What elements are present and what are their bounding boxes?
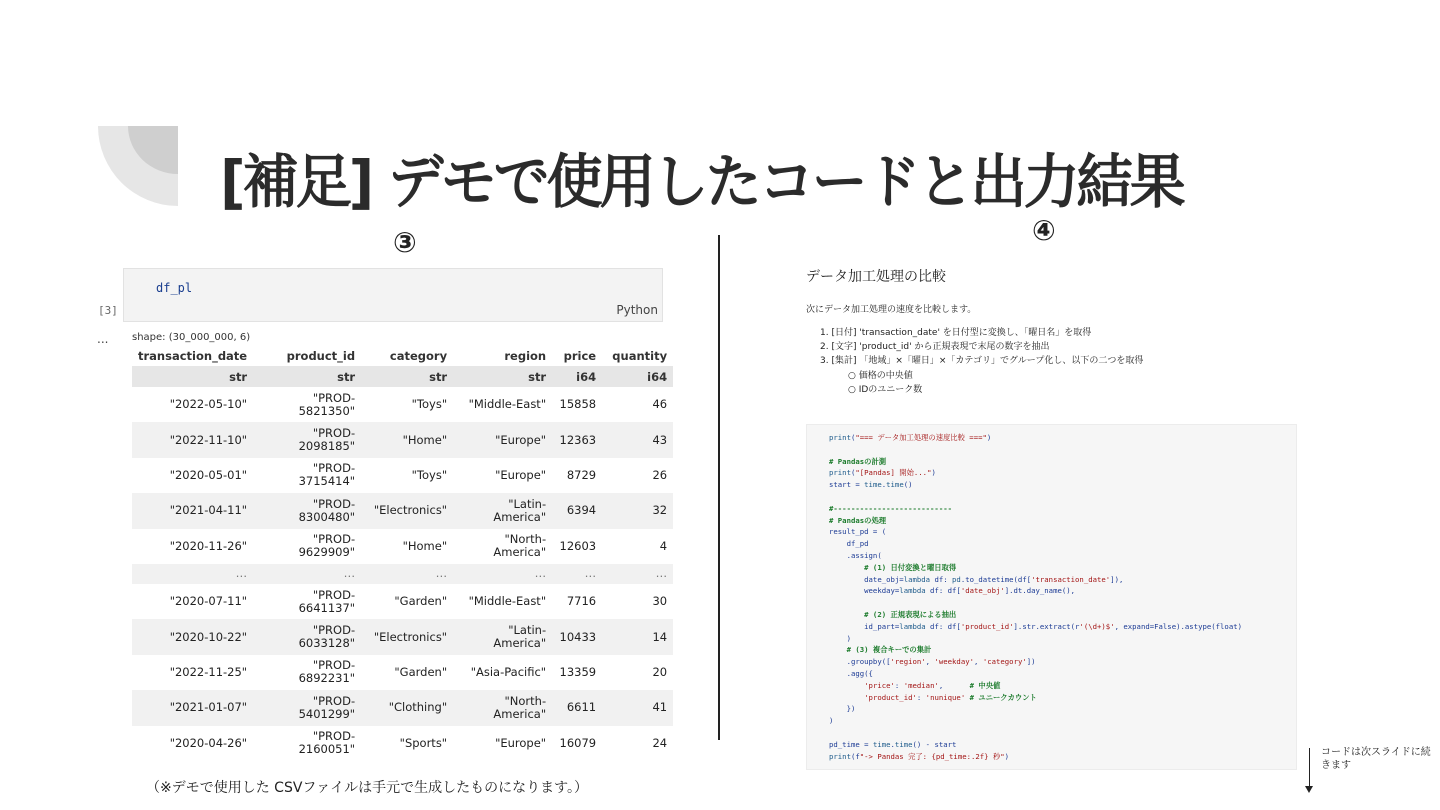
code-line: print(f"-> Pandas 完了: {pd_time:.2f} 秒") xyxy=(829,751,1010,761)
table-cell: … xyxy=(253,564,361,584)
code-line: #--------------------------- xyxy=(829,503,953,513)
table-cell: 16079 xyxy=(552,726,602,761)
table-cell: 4 xyxy=(602,529,673,564)
table-cell: "2022-11-10" xyxy=(132,422,253,457)
column-dtype: str xyxy=(132,366,253,387)
table-cell: "2022-11-25" xyxy=(132,655,253,690)
table-cell: "Europe" xyxy=(453,458,552,493)
code-line: # (3) 複合キーでの集計 xyxy=(829,645,932,655)
vertical-divider xyxy=(718,235,720,740)
table-cell: "Garden" xyxy=(361,584,453,619)
table-cell: 8729 xyxy=(552,458,602,493)
table-cell: "2021-01-07" xyxy=(132,690,253,725)
continuation-note-text: コードは次スライドに続きます xyxy=(1321,747,1431,771)
table-cell: "Electronics" xyxy=(361,619,453,654)
column-dtype: str xyxy=(361,366,453,387)
table-cell: … xyxy=(361,564,453,584)
code-line: .groupby(['region', 'weekday', 'category']) xyxy=(829,657,1036,667)
code-line: # Pandasの処理 xyxy=(829,515,887,525)
table-cell: 24 xyxy=(602,726,673,761)
table-cell: "Electronics" xyxy=(361,493,453,528)
code-line xyxy=(829,491,1296,503)
table-cell: "PROD- 3715414" xyxy=(253,458,361,493)
table-cell: 6394 xyxy=(552,493,602,528)
table-cell: 30 xyxy=(602,584,673,619)
cell-language-label[interactable]: Python xyxy=(616,303,658,317)
table-cell: 6611 xyxy=(552,690,602,725)
list-item: ○ 価格の中央値 xyxy=(848,371,913,381)
column-dtype: i64 xyxy=(552,366,602,387)
table-cell: "PROD- 6641137" xyxy=(253,584,361,619)
table-cell: "Europe" xyxy=(453,726,552,761)
table-cell: "Europe" xyxy=(453,422,552,457)
column-dtype: str xyxy=(453,366,552,387)
code-line: ) xyxy=(829,716,834,726)
table-row xyxy=(132,387,673,422)
column-header: category xyxy=(389,348,448,363)
table-cell: "PROD- 5401299" xyxy=(253,690,361,725)
code-line xyxy=(829,444,1296,456)
code-line: id_part=lambda df: df['product_id'].str.extract(r'(\d+)$', expand=False).astype(float) xyxy=(829,621,1242,631)
dataframe-table xyxy=(132,345,673,761)
code-line: result_pd = ( xyxy=(829,527,887,537)
column-dtype: str xyxy=(253,366,361,387)
cell-code-text: df_pl xyxy=(156,281,193,295)
arrow-down-icon xyxy=(1309,748,1310,788)
dataframe-shape: shape: (30_000_000, 6) xyxy=(132,332,251,343)
code-line: # (1) 日付変換と曜日取得 xyxy=(829,562,957,572)
table-cell: "Middle-East" xyxy=(453,387,552,422)
code-line: pd_time = time.time() - start xyxy=(829,739,957,749)
table-cell: 32 xyxy=(602,493,673,528)
table-row xyxy=(132,529,673,564)
table-cell: "PROD- 2098185" xyxy=(253,422,361,457)
code-line: .agg({ xyxy=(829,668,873,678)
table-cell: 15858 xyxy=(552,387,602,422)
table-cell: "Middle-East" xyxy=(453,584,552,619)
column-dtype: i64 xyxy=(602,366,673,387)
table-row xyxy=(132,458,673,493)
table-row xyxy=(132,690,673,725)
table-cell: 20 xyxy=(602,655,673,690)
table-cell: "2020-04-26" xyxy=(132,726,253,761)
table-cell: … xyxy=(602,564,673,584)
table-cell: 13359 xyxy=(552,655,602,690)
column-header: product_id xyxy=(286,348,356,363)
code-line: ) xyxy=(829,633,851,643)
code-line: }) xyxy=(829,704,856,714)
marker-4: ④ xyxy=(1032,214,1056,247)
table-cell: "Latin- America" xyxy=(453,493,552,528)
table-cell: 7716 xyxy=(552,584,602,619)
marker-3: ③ xyxy=(393,226,417,259)
code-line: 'price': 'median', # 中央値 xyxy=(864,680,1001,690)
table-cell: 10433 xyxy=(552,619,602,654)
table-cell: "North- America" xyxy=(453,529,552,564)
table-cell: "PROD- 8300480" xyxy=(253,493,361,528)
table-cell: … xyxy=(453,564,552,584)
table-cell: "PROD- 6892231" xyxy=(253,655,361,690)
column-header: price xyxy=(563,348,597,363)
cell-execution-count: [3] xyxy=(98,304,118,317)
table-cell: "Home" xyxy=(361,422,453,457)
section-intro: 次にデータ加工処理の速度を比較します。 xyxy=(806,305,977,315)
footnote: （※デモで使用した CSVファイルは手元で生成したものになります。） xyxy=(146,780,589,796)
table-cell: 41 xyxy=(602,690,673,725)
table-cell: 14 xyxy=(602,619,673,654)
code-line: .assign( xyxy=(829,550,882,560)
table-cell: "2020-05-01" xyxy=(132,458,253,493)
table-cell: "2020-07-11" xyxy=(132,584,253,619)
code-line: # (2) 正規表現による抽出 xyxy=(829,609,957,619)
list-item: 1. [日付] 'transaction_date' を日付型に変換し、「曜日名」を取得 xyxy=(820,328,1092,338)
table-cell: "North- America" xyxy=(453,690,552,725)
table-cell: "2022-05-10" xyxy=(132,387,253,422)
table-row xyxy=(132,619,673,654)
steps-list xyxy=(820,325,1143,367)
column-header: transaction_date xyxy=(138,348,248,363)
table-cell: "PROD- 6033128" xyxy=(253,619,361,654)
table-cell: "2020-10-22" xyxy=(132,619,253,654)
code-line xyxy=(829,727,1296,739)
code-cell[interactable] xyxy=(123,268,663,322)
table-cell: "Toys" xyxy=(361,458,453,493)
table-cell: 46 xyxy=(602,387,673,422)
table-row xyxy=(132,422,673,457)
table-row xyxy=(132,493,673,528)
table-cell: "Asia-Pacific" xyxy=(453,655,552,690)
code-line: date_obj=lambda df: pd.to_datetime(df['transaction_date']), xyxy=(829,574,1124,584)
code-line: # Pandasの計測 xyxy=(829,456,887,466)
slide-title: [補足] デモで使用したコードと出力結果 xyxy=(220,148,1183,217)
table-row xyxy=(132,726,673,761)
list-item: ○ IDのユニーク数 xyxy=(848,385,923,395)
list-item: 3. [集計] 「地域」×「曜日」×「カテゴリ」でグループ化し、以下の二つを取得 xyxy=(820,356,1144,366)
column-header: quantity xyxy=(612,348,668,363)
table-cell: "PROD- 9629909" xyxy=(253,529,361,564)
table-cell: "Home" xyxy=(361,529,453,564)
table-cell: "Toys" xyxy=(361,387,453,422)
code-line: start = time.time() xyxy=(829,480,913,490)
table-cell: "2020-11-26" xyxy=(132,529,253,564)
table-cell: 12603 xyxy=(552,529,602,564)
list-item: 2. [文字] 'product_id' から正規表現で末尾の数字を抽出 xyxy=(820,342,1050,352)
sub-steps-list xyxy=(848,368,922,396)
code-line: print("=== データ加工処理の速度比較 ===") xyxy=(829,433,992,442)
table-cell: 43 xyxy=(602,422,673,457)
table-cell: "Clothing" xyxy=(361,690,453,725)
code-line xyxy=(829,597,1296,609)
table-cell: "Latin- America" xyxy=(453,619,552,654)
table-cell: 12363 xyxy=(552,422,602,457)
table-cell: "PROD- 2160051" xyxy=(253,726,361,761)
table-cell: 26 xyxy=(602,458,673,493)
section-title: データ加工処理の比較 xyxy=(806,269,946,285)
table-cell: "Garden" xyxy=(361,655,453,690)
continuation-note xyxy=(1321,746,1440,772)
code-block[interactable] xyxy=(806,424,1297,770)
code-line: 'product_id': 'nunique' # ユニークカウント xyxy=(864,692,1037,702)
table-cell: "Sports" xyxy=(361,726,453,761)
table-cell: "2021-04-11" xyxy=(132,493,253,528)
table-cell: … xyxy=(132,564,253,584)
code-line: df_pd xyxy=(829,539,869,549)
table-row xyxy=(132,655,673,690)
column-header: region xyxy=(504,348,547,363)
output-menu-icon[interactable]: ... xyxy=(97,332,109,346)
table-cell: "PROD- 5821350" xyxy=(253,387,361,422)
code-line: print("[Pandas] 開始...") xyxy=(829,468,936,478)
table-row xyxy=(132,584,673,619)
arrow-head-icon xyxy=(1305,786,1313,793)
table-row-ellipsis xyxy=(132,564,673,584)
table-cell: … xyxy=(552,564,602,584)
decorative-corner-shape xyxy=(98,126,178,206)
code-line: weekday=lambda df: df['date_obj'].dt.day_name(), xyxy=(829,586,1076,596)
